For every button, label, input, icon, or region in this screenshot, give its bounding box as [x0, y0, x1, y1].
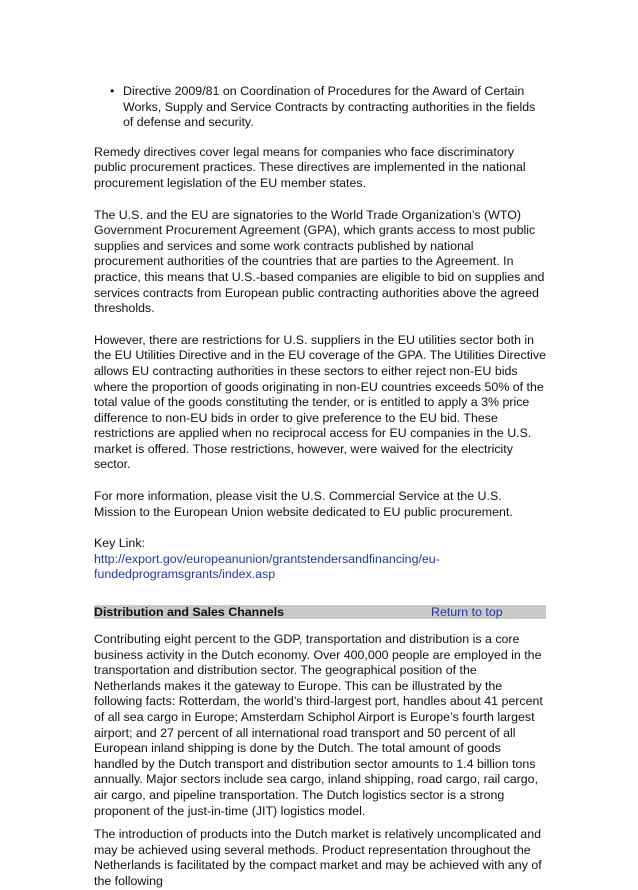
section-title: Distribution and Sales Channels	[94, 605, 285, 620]
list-item-directive	[94, 84, 546, 131]
bullet-icon: •	[110, 84, 115, 98]
paragraph-distribution-2: The introduction of products into the Dutch market is relatively uncomplicated and may be achieved using several methods. Product representation throughout the Netherlands is facilitated by the compact market and may be achieved with any of the following	[94, 827, 542, 888]
document-body	[94, 84, 546, 890]
key-link-url[interactable]: http://export.gov/europeanunion/grantstendersandfinancing/eu-fundedprogramsgrants/index.asp	[94, 551, 440, 582]
paragraph-restrictions: However, there are restrictions for U.S. suppliers in the EU utilities sector both in the EU Utilities Directive and in the EU coverage of the GPA. The Utilities Directive allows EU contracting authorities in these sectors to either reject non-EU bids where the proportion of goods originating in non-EU countries exceeds 50% of the total value of the goods constituting the tender, or is entitled to apply a 3% price difference to non-EU bids in order to give preference to the EU bid. These restrictions are applied when no reciprocal access for EU companies in the U.S. market is offered. Those restrictions, however, were waived for the electricity sector.	[94, 332, 546, 472]
section-header-bar	[94, 605, 546, 619]
paragraph-distribution-1: Contributing eight percent to the GDP, transportation and distribution is a core business activity in the Dutch economy. Over 400,000 people are employed in the transportation and distribution sector. The geographical position of the Netherlands makes it the gateway to Europe. This can be illustrated by the following facts: Rotterdam, the world’s third-largest port, handles about 41 percent of all sea cargo in Europe; Amsterdam Schiphol Airport is Europe’s fourth largest airport; and 27 percent of all international road transport and 50 percent of all European inland shipping is done by the Dutch. The total amount of goods handled by the Dutch transport and distribution sector amounts to 1.4 billion tons annually. Major sectors include sea cargo, inland shipping, road cargo, rail cargo, air cargo, and pipeline transportation. The Dutch logistics sector is a strong proponent of the just-in-time (JIT) logistics model.	[94, 632, 543, 818]
key-link-block	[94, 536, 546, 583]
key-link-label: Key Link:	[94, 536, 145, 551]
paragraph-more-info: For more information, please visit the U.S. Commercial Service at the U.S. Mission to the European Union website dedicated to EU public procurement.	[94, 489, 513, 519]
return-to-top-link[interactable]: Return to top	[431, 605, 503, 620]
paragraph-wto: The U.S. and the EU are signatories to the World Trade Organization’s (WTO) Government Procurement Agreement (GPA), which grants access to most public supplies and services and some work contracts published by national procurement authorities of the countries that are parties to the Agreement. In practice, this means that U.S.-based companies are eligible to bid on supplies and services contracts from European public contracting authorities above the agreed thresholds.	[94, 207, 545, 316]
paragraph-remedy: Remedy directives cover legal means for companies who face discriminatory public procurement practices. These directives are implemented in the national procurement legislation of the EU member states.	[94, 144, 526, 190]
bullet-text: Directive 2009/81 on Coordination of Procedures for the Award of Certain Works, Supply and Service Contracts by contracting authorities in the fields of defense and security.	[123, 84, 536, 130]
